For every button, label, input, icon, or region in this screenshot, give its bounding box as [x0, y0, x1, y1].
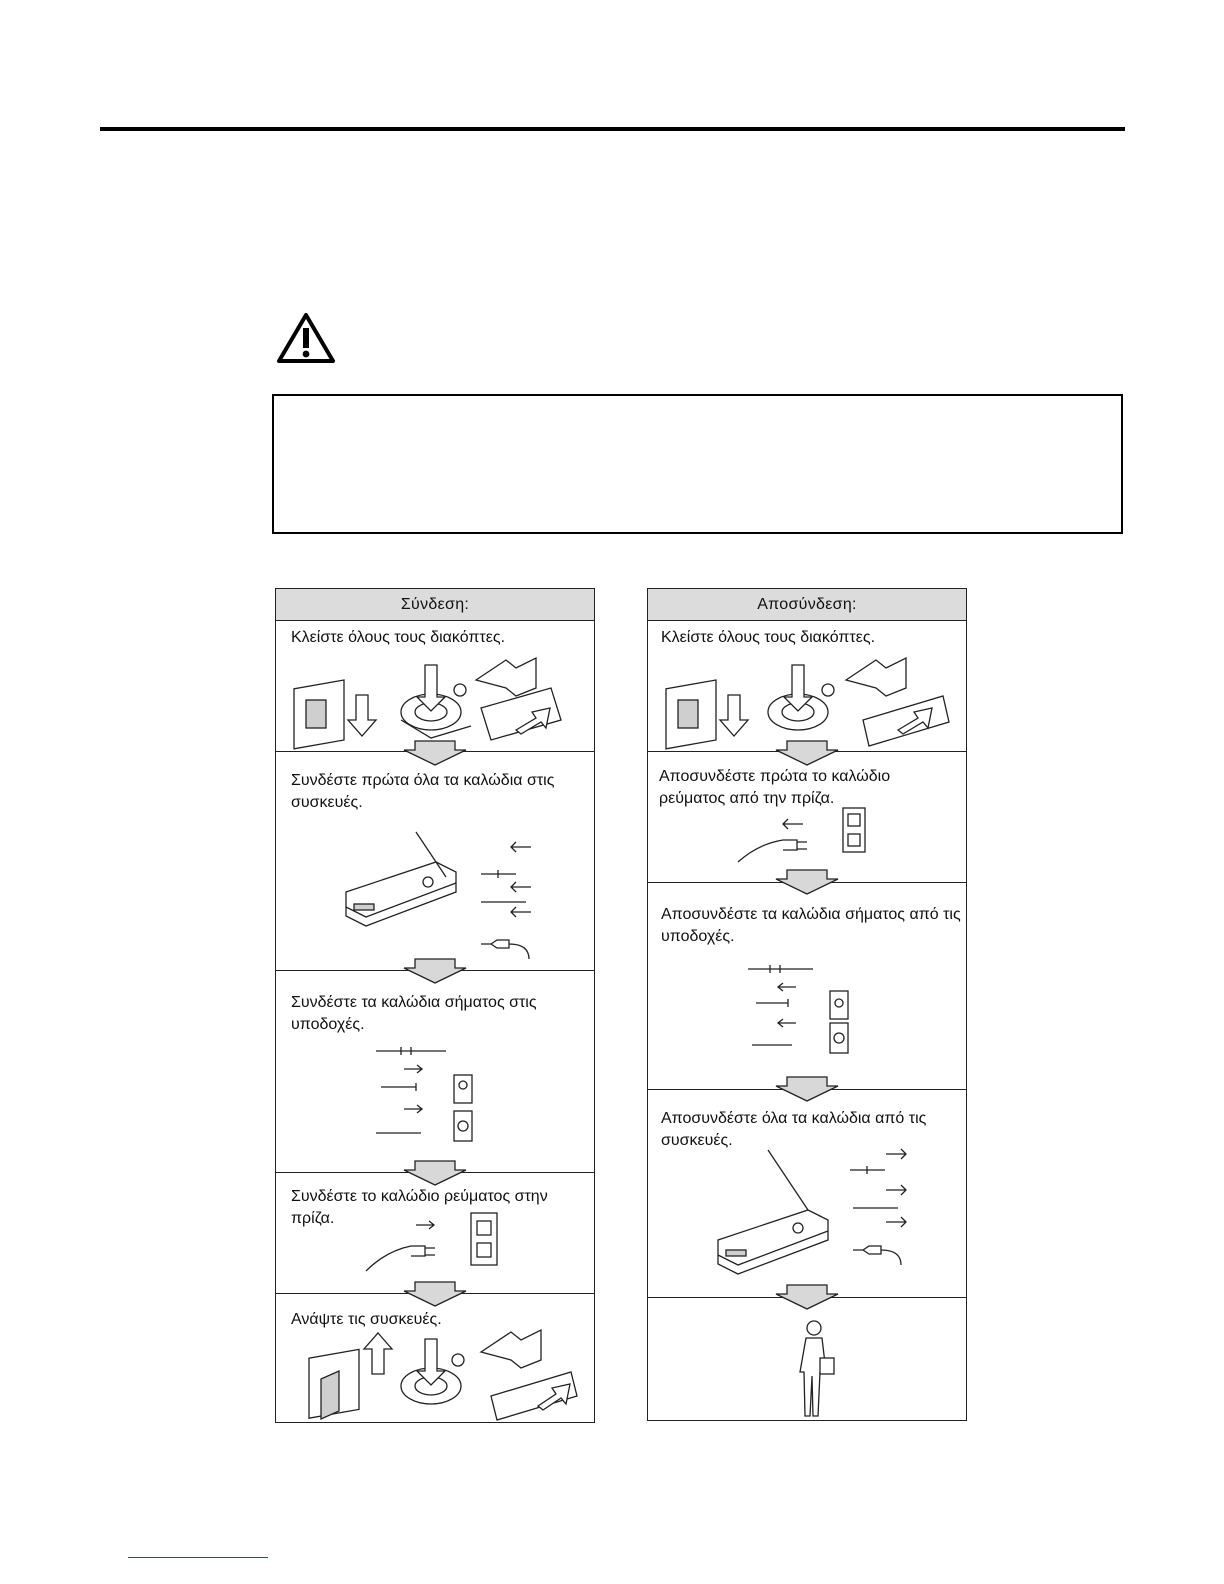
unplug-power-cord-illustration: [648, 752, 966, 883]
disconnect-step-1-label: Κλείστε όλους τους διακόπτες.: [661, 629, 876, 646]
signal-cables-illustration: [276, 971, 594, 1173]
connect-header: Σύνδεση:: [276, 589, 594, 621]
disconnect-step-3: [648, 882, 966, 1089]
disconnect-step-2-label: Αποσυνδέστε πρώτα το καλώδιο ρεύματος από την πρίζα.: [659, 768, 891, 807]
switches-off-illustration-2: [648, 620, 966, 751]
top-rule: [100, 127, 1125, 131]
disconnect-step-1: [648, 620, 966, 751]
connect-step-4-label: Συνδέστε το καλώδιο ρεύματος στην πρίζα.: [291, 1188, 548, 1227]
disconnect-step-3-label: Αποσυνδέστε τα καλώδια σήματος από τις υποδοχές.: [661, 906, 961, 945]
person-walking-icon: [648, 1298, 966, 1422]
disconnect-step-4: [648, 1089, 966, 1297]
down-arrow-icon: [775, 1076, 839, 1102]
connect-step-3: [276, 970, 594, 1172]
down-arrow-icon: [403, 1160, 467, 1186]
notice-box: [272, 394, 1123, 534]
down-arrow-icon: [403, 740, 467, 766]
down-arrow-icon: [775, 869, 839, 895]
footer-link-underline[interactable]: [128, 1557, 268, 1558]
switches-off-illustration: [276, 620, 594, 751]
power-cord-to-outlet-illustration: [276, 1173, 594, 1294]
disconnect-step-5: [648, 1297, 966, 1421]
connect-step-1: [276, 620, 594, 751]
connect-step-3-label: Συνδέστε τα καλώδια σήματος στις υποδοχές.: [291, 994, 537, 1033]
connect-step-4: [276, 1172, 594, 1293]
cables-to-devices-illustration: [276, 752, 594, 971]
connect-step-5: [276, 1293, 594, 1423]
unplug-signal-cables-illustration: [648, 883, 966, 1090]
down-arrow-icon: [775, 740, 839, 766]
connect-step-5-label: Ανάψτε τις συσκευές.: [291, 1311, 442, 1328]
connect-step-2: [276, 751, 594, 970]
disconnect-step-2: [648, 751, 966, 882]
connect-step-2-label: Συνδέστε πρώτα όλα τα καλώδια στις συσκευές.: [291, 772, 555, 811]
connect-step-1-label: Κλείστε όλους τους διακόπτες.: [291, 629, 506, 646]
down-arrow-icon: [403, 958, 467, 984]
down-arrow-icon: [403, 1281, 467, 1307]
warning-triangle-icon: [276, 312, 336, 364]
unplug-device-cables-illustration: [648, 1090, 966, 1298]
down-arrow-icon: [775, 1284, 839, 1310]
switches-on-illustration: [276, 1294, 594, 1424]
disconnect-header: Αποσύνδεση:: [648, 589, 966, 621]
disconnect-step-4-label: Αποσυνδέστε όλα τα καλώδια από τις συσκευές.: [661, 1110, 927, 1149]
